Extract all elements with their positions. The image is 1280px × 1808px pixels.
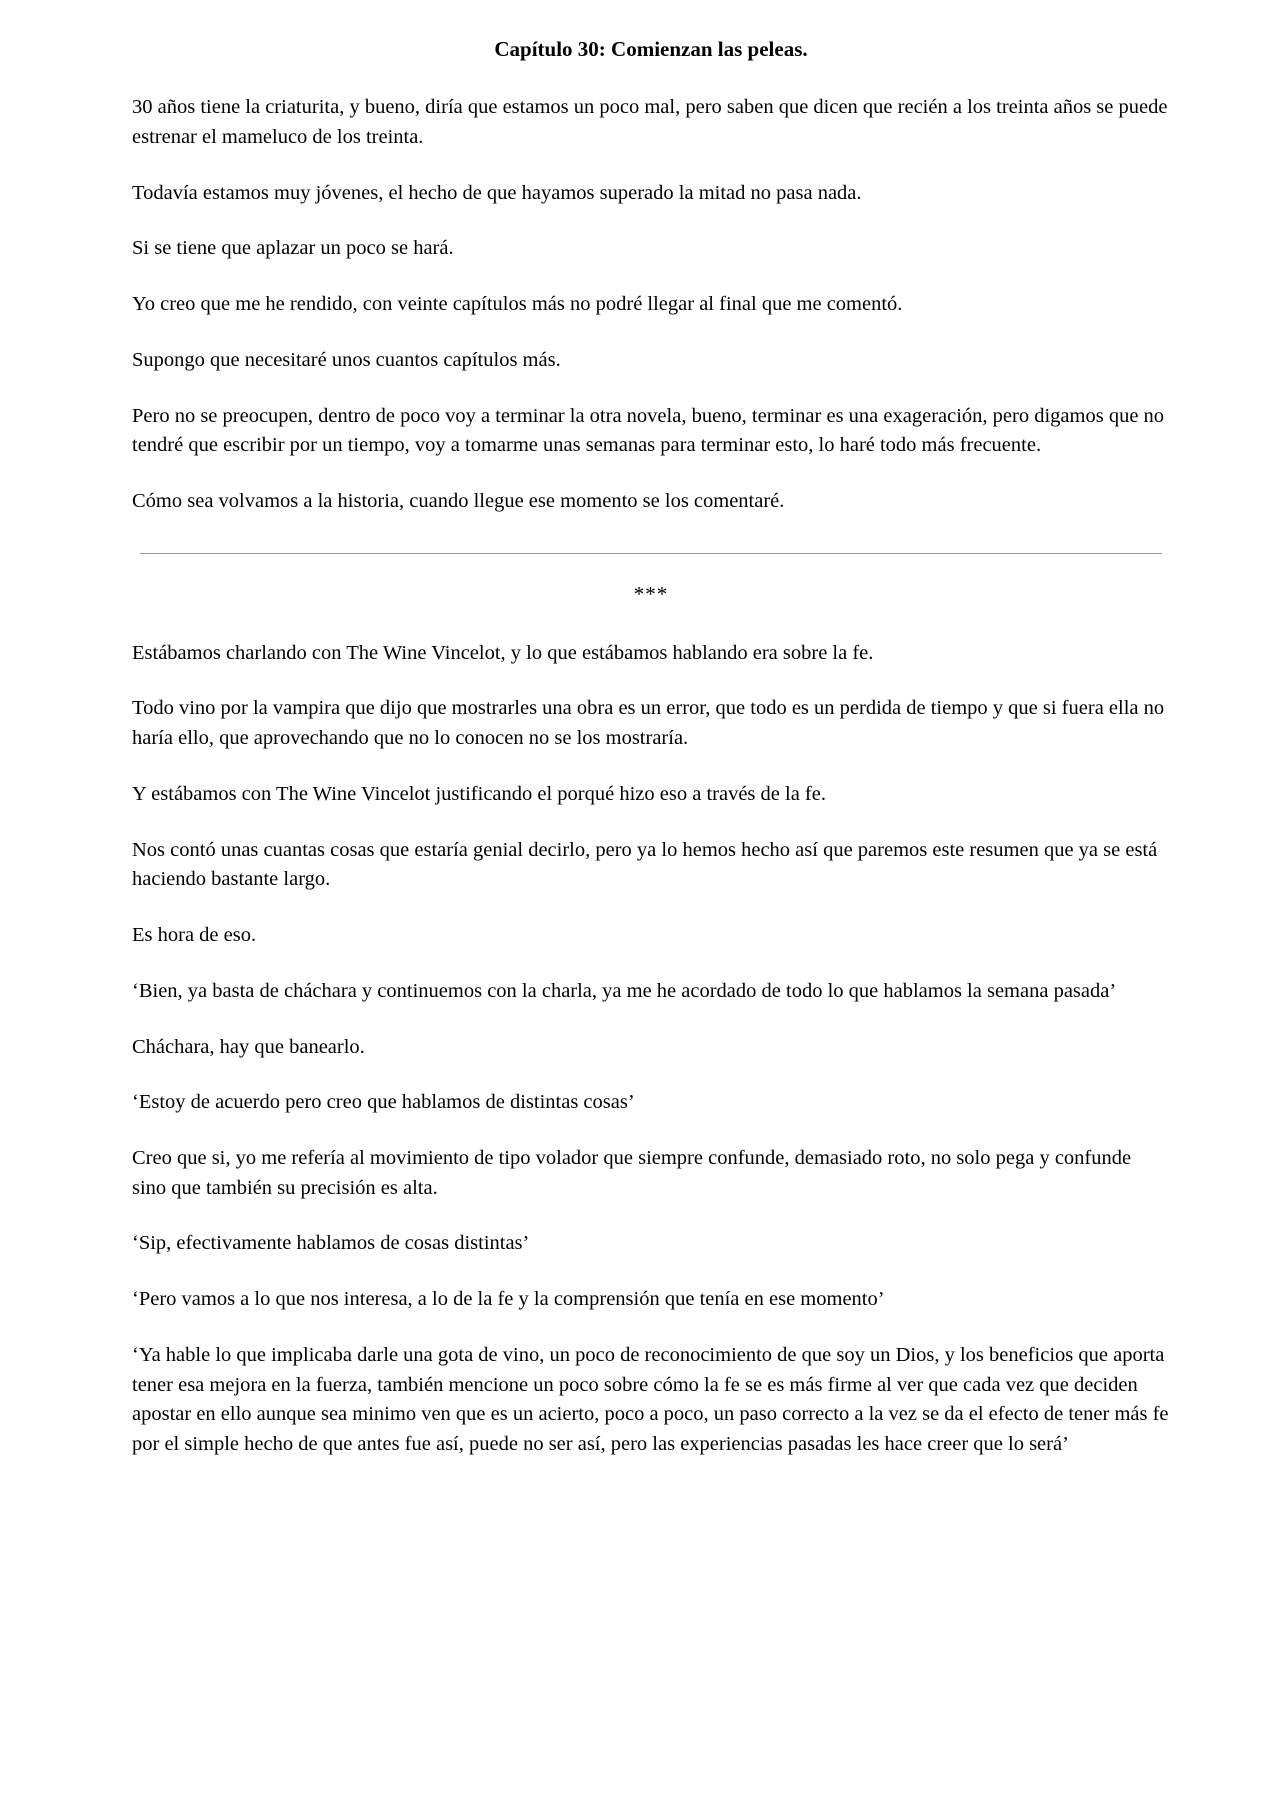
scene-break-marker: ***	[633, 581, 669, 606]
paragraph: Todo vino por la vampira que dijo que mostrarles una obra es un error, que todo es un perdida de tiempo y que si fuera ella no haría ello, que aprovechando que no lo conocen no se los mostraría.	[132, 697, 1165, 750]
paragraph: Yo creo que me he rendido, con veinte capítulos más no podré llegar al final que me comentó.	[132, 293, 903, 316]
paragraph: Supongo que necesitaré unos cuantos capítulos más.	[132, 348, 561, 371]
paragraph: Todavía estamos muy jóvenes, el hecho de que hayamos superado la mitad no pasa nada.	[132, 181, 862, 204]
paragraph: Si se tiene que aplazar un poco se hará.	[132, 237, 454, 260]
paragraph: ‘Ya hable lo que implicaba darle una gota de vino, un poco de reconocimiento de que soy un Dios, y los beneficios que aporta tener esa mejora en la fuerza, también mencione un poco sobre cómo la fe se es más firme al ver que cada vez que deciden apostar en ello aunque sea minimo ven que es un acierto, poco a poco, un paso correcto a la vez se da el efecto de tener más fe por el simple hecho de que antes fue así, puede no ser así, pero las experiencias pasadas les hace creer que lo será’	[132, 1343, 1169, 1455]
paragraph: ‘Pero vamos a lo que nos interesa, a lo de la fe y la comprensión que tenía en ese momento’	[132, 1288, 885, 1311]
paragraph: Estábamos charlando con The Wine Vincelot, y lo que estábamos hablando era sobre la fe.	[132, 641, 874, 664]
paragraph: Cómo sea volvamos a la historia, cuando llegue ese momento se los comentaré.	[132, 490, 785, 513]
paragraph: Pero no se preocupen, dentro de poco voy a terminar la otra novela, bueno, terminar es una exageración, pero digamos que no tendré que escribir por un tiempo, voy a tomarme unas semanas para terminar esto, lo haré todo más frecuente.	[132, 404, 1165, 457]
section-story	[132, 639, 1170, 1460]
paragraph: ‘Sip, efectivamente hablamos de cosas distintas’	[132, 1232, 530, 1255]
paragraph: 30 años tiene la criaturita, y bueno, diría que estamos un poco mal, pero saben que dicen que recién a los treinta años se puede estrenar el mameluco de los treinta.	[132, 96, 1168, 149]
paragraph: Nos contó unas cuantas cosas que estaría genial decirlo, pero ya lo hemos hecho así que paremos este resumen que ya se está haciendo bastante largo.	[132, 838, 1158, 891]
paragraph: Y estábamos con The Wine Vincelot justificando el porqué hizo eso a través de la fe.	[132, 782, 826, 805]
paragraph: ‘Estoy de acuerdo pero creo que hablamos de distintas cosas’	[132, 1091, 635, 1114]
paragraph: Cháchara, hay que banearlo.	[132, 1035, 365, 1058]
paragraph: ‘Bien, ya basta de cháchara y continuemos con la charla, ya me he acordado de todo lo que hablamos la semana pasada’	[132, 979, 1117, 1002]
section-author-notes	[132, 93, 1170, 516]
paragraph: Es hora de eso.	[132, 924, 257, 947]
section-divider	[140, 553, 1162, 554]
page-title: Capítulo 30: Comienzan las peleas.	[494, 37, 808, 61]
paragraph: Creo que si, yo me refería al movimiento de tipo volador que siempre confunde, demasiado roto, no solo pega y confunde sino que también su precisión es alta.	[132, 1146, 1132, 1199]
